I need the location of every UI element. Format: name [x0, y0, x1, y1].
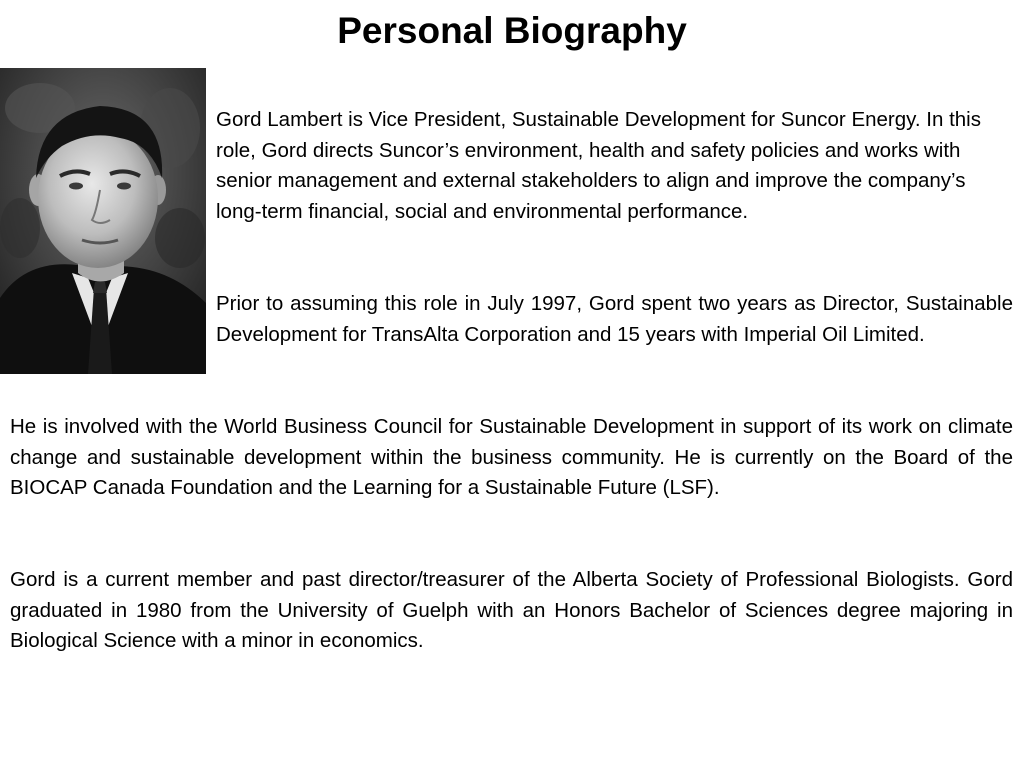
bio-paragraph-prior-roles: Prior to assuming this role in July 1997, Gord spent two years as Director, Sustainable Development for TransAlta Corporation and 15 years with Imperial Oil Limited. — [216, 292, 1013, 346]
bio-paragraph-involvement: He is involved with the World Business Council for Sustainable Development in support of its work on climate change and sustainable development within the business community. He is currently on the Board of the BIOCAP Canada Foundation and the Learning for a Sustainable Future (LSF). — [10, 415, 1013, 500]
page-title: Personal Biography — [337, 10, 687, 51]
portrait-photo — [0, 68, 206, 374]
bio-paragraph-education: Gord is a current member and past director/treasurer of the Alberta Society of Professional Biologists. Gord graduated in 1980 from the University of Guelph with an Honors Bachelor of Sciences degree majoring in Biological Science with a minor in economics. — [10, 568, 1013, 653]
bio-paragraph-role: Gord Lambert is Vice President, Sustainable Development for Suncor Energy. In this role, Gord directs Suncor’s environment, health and safety policies and works with senior management and external stakeholders to align and improve the company’s long-term financial, social and environmental performance. — [216, 108, 981, 224]
